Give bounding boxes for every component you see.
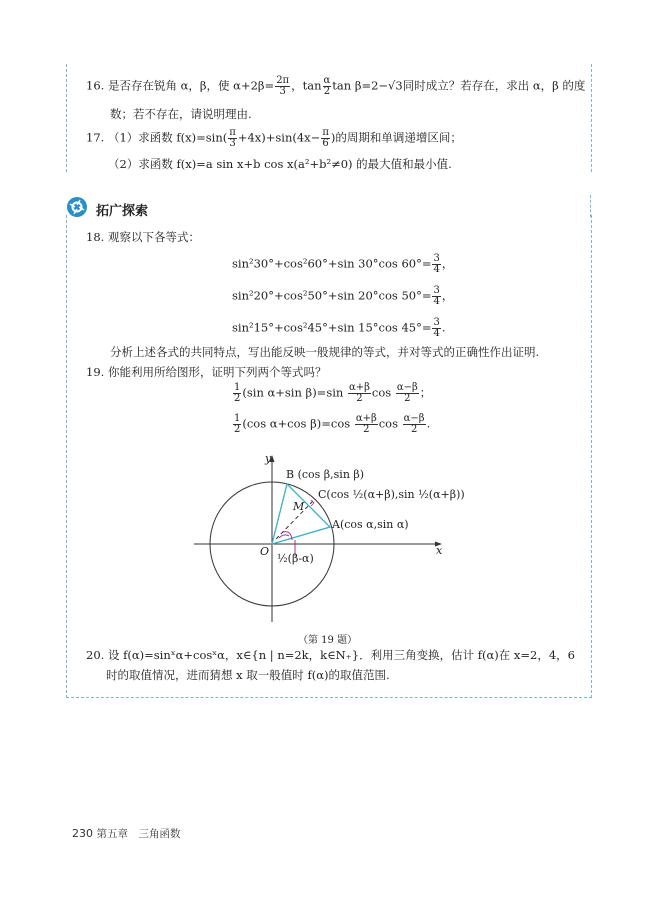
- label-point-a: A(cos α,sin α): [332, 518, 409, 531]
- label-y: y: [265, 452, 272, 465]
- problem-text: ，tan: [291, 78, 322, 93]
- numerator: α+β: [348, 382, 370, 393]
- problem-text: tan β=2−√3同时成立？若存在，求出 α，β 的度: [332, 78, 586, 93]
- numerator: α: [323, 75, 331, 86]
- problem-number: 19.: [86, 365, 105, 379]
- equation-lhs: sin²20°+cos²50°+sin 20°cos 50°=: [232, 288, 432, 303]
- denominator: 2: [234, 393, 241, 404]
- denominator: 2: [410, 424, 418, 435]
- label-angle: ½(β-α): [277, 552, 314, 565]
- denominator: 2: [363, 424, 370, 435]
- numerator: α+β: [355, 413, 377, 424]
- identity-text: (sin α+sin β)=sin: [242, 385, 344, 400]
- problem-20-line-1: [86, 647, 575, 663]
- identity-text: cos: [371, 385, 392, 400]
- page-footer: [72, 826, 181, 841]
- identity-text: cos: [378, 416, 399, 431]
- label-origin: O: [260, 545, 270, 558]
- denominator: 2: [323, 86, 331, 97]
- label-point-m: M: [293, 500, 305, 513]
- denominator: 6: [322, 138, 329, 149]
- label-x: x: [436, 544, 443, 557]
- problem-18-conclusion: 分析上述各式的共同特点，写出能反映一般规律的等式，并对等式的正确性作出证明.: [110, 345, 540, 359]
- equation-lhs: sin²30°+cos²60°+sin 30°cos 60°=: [232, 256, 432, 271]
- punctuation: .: [426, 416, 431, 431]
- problem-text: +4x)+sin(4x−: [237, 130, 321, 145]
- numerator: 3: [433, 285, 440, 296]
- numerator: π: [322, 127, 329, 138]
- problem-text: （1）求函数 f(x)=sin(: [107, 130, 228, 145]
- denominator: 2: [404, 393, 411, 404]
- section-title: 拓广探索: [96, 204, 149, 219]
- numerator: 1: [234, 382, 241, 393]
- denominator: 3: [229, 138, 236, 149]
- punctuation: ，: [441, 288, 454, 303]
- chapter-title: 三角函数: [138, 828, 181, 840]
- page-number: 230: [72, 827, 93, 840]
- numerator: α−β: [396, 382, 418, 393]
- label-point-c: C(cos ½(α+β),sin ½(α+β)): [318, 488, 465, 501]
- problem-text: 设 f(α)=sinˣα+cosˣα，x∈{n | n=2k，k∈N₊}．利用三角变换，估计 f(α)在 x=2，4，6: [107, 648, 575, 662]
- denominator: 2: [234, 424, 241, 435]
- numerator: π: [229, 127, 236, 138]
- denominator: 4: [433, 296, 440, 307]
- problem-16-line-2: 数；若不存在，请说明理由.: [110, 107, 252, 121]
- numerator: 3: [433, 253, 440, 264]
- problem-number: 17.: [86, 130, 105, 145]
- denominator: 2: [356, 393, 363, 404]
- problem-number: 20.: [86, 648, 105, 662]
- identity-text: (cos α+cos β)=cos: [242, 416, 351, 431]
- punctuation: .: [441, 320, 446, 335]
- figure-caption: （第 19 题）: [298, 635, 358, 646]
- denominator: 4: [433, 264, 440, 275]
- problem-text: )的周期和单调递增区间；: [330, 130, 462, 145]
- problem-17-part-2: （2）求函数 f(x)=a sin x+b cos x(a²+b²≠0) 的最大值和最小值.: [108, 157, 452, 171]
- numerator: 1: [234, 413, 241, 424]
- numerator: α−β: [403, 413, 425, 424]
- problem-number: 16.: [86, 78, 105, 93]
- equation-lhs: sin²15°+cos²45°+sin 15°cos 45°=: [232, 320, 432, 335]
- numerator: 2π: [276, 75, 290, 86]
- label-point-b: B (cos β,sin β): [286, 468, 365, 481]
- problem-number: 18.: [86, 230, 105, 244]
- punctuation: ；: [419, 385, 432, 400]
- chapter-label: 第五章: [96, 828, 128, 840]
- problem-text: 是否存在锐角 α，β，使 α+2β=: [107, 78, 275, 93]
- problem-20-line-2: 时的取值情况，进而猜想 x 取一般值时 f(α)的取值范围.: [106, 668, 390, 682]
- angle-arc: [279, 535, 289, 538]
- punctuation: ，: [441, 256, 454, 271]
- denominator: 4: [433, 328, 440, 339]
- problem-text: 观察以下各等式：: [107, 230, 200, 244]
- denominator: 3: [279, 86, 286, 97]
- numerator: 3: [433, 317, 440, 328]
- problem-text: 你能利用所给图形，证明下列两个等式吗？: [107, 365, 327, 379]
